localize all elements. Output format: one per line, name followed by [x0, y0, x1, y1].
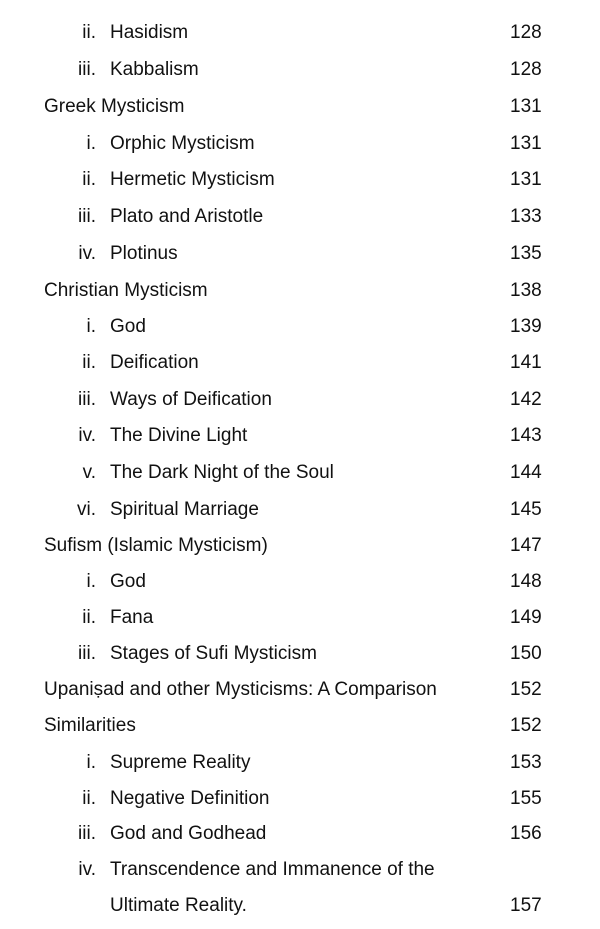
entry-number: iii.	[78, 59, 96, 80]
toc-entry	[0, 165, 600, 195]
entry-title: Fana	[110, 607, 154, 628]
entry-page-number: 133	[510, 206, 542, 227]
entry-title: Negative Definition	[110, 788, 270, 809]
entry-number: vi.	[77, 499, 96, 520]
entry-number: iii.	[78, 206, 96, 227]
section-title: Sufism (Islamic Mysticism)	[44, 535, 268, 556]
entry-title: Ultimate Reality.	[110, 895, 247, 916]
entry-title: Stages of Sufi Mysticism	[110, 643, 317, 664]
entry-title: Spiritual Marriage	[110, 499, 259, 520]
entry-page-number: 128	[510, 59, 542, 80]
entry-title: Transcendence and Immanence of the	[110, 859, 435, 880]
toc-entry	[0, 18, 600, 48]
toc-entry	[0, 385, 600, 415]
entry-page-number: 155	[510, 788, 542, 809]
entry-number: iv.	[78, 859, 96, 880]
section-title: Christian Mysticism	[44, 280, 208, 301]
entry-number: i.	[86, 571, 96, 592]
entry-number: ii.	[82, 788, 96, 809]
toc-entry	[0, 567, 600, 597]
entry-title: God	[110, 571, 146, 592]
entry-number: iv.	[78, 425, 96, 446]
toc-section	[0, 711, 600, 741]
entry-page-number: 131	[510, 169, 542, 190]
entry-page-number: 153	[510, 752, 542, 773]
entry-title: God	[110, 316, 146, 337]
entry-title: Kabbalism	[110, 59, 199, 80]
entry-page-number: 138	[510, 280, 542, 301]
entry-number: ii.	[82, 607, 96, 628]
toc-entry	[0, 55, 600, 85]
entry-number: i.	[86, 316, 96, 337]
entry-page-number: 128	[510, 22, 542, 43]
entry-page-number: 144	[510, 462, 542, 483]
entry-title: Hermetic Mysticism	[110, 169, 275, 190]
entry-page-number: 131	[510, 96, 542, 117]
toc-entry	[0, 312, 600, 342]
toc-entry	[0, 239, 600, 269]
entry-page-number: 142	[510, 389, 542, 410]
toc-entry	[0, 458, 600, 488]
entry-title: Plotinus	[110, 243, 178, 264]
toc-entry	[0, 748, 600, 778]
section-title: Upaniṣad and other Mysticisms: A Comparison	[44, 679, 437, 700]
entry-page-number: 157	[510, 895, 542, 916]
entry-number: iii.	[78, 643, 96, 664]
entry-page-number: 131	[510, 133, 542, 154]
entry-page-number: 147	[510, 535, 542, 556]
toc-entry	[0, 603, 600, 633]
toc-entry	[0, 819, 600, 849]
section-title: Greek Mysticism	[44, 96, 185, 117]
entry-number: v.	[82, 462, 96, 483]
toc-entry	[0, 421, 600, 451]
entry-title: Orphic Mysticism	[110, 133, 255, 154]
entry-title: Deification	[110, 352, 199, 373]
entry-page-number: 148	[510, 571, 542, 592]
toc-section	[0, 531, 600, 561]
entry-page-number: 145	[510, 499, 542, 520]
toc-entry	[0, 495, 600, 525]
entry-number: ii.	[82, 169, 96, 190]
section-title: Similarities	[44, 715, 136, 736]
entry-page-number: 152	[510, 679, 542, 700]
entry-page-number: 152	[510, 715, 542, 736]
entry-number: i.	[86, 752, 96, 773]
entry-number: iii.	[78, 823, 96, 844]
entry-number: ii.	[82, 352, 96, 373]
entry-number: iv.	[78, 243, 96, 264]
entry-page-number: 143	[510, 425, 542, 446]
entry-page-number: 156	[510, 823, 542, 844]
entry-number: iii.	[78, 389, 96, 410]
toc-entry-continuation	[0, 891, 600, 921]
entry-title: Ways of Deification	[110, 389, 272, 410]
entry-page-number: 149	[510, 607, 542, 628]
entry-title: The Divine Light	[110, 425, 248, 446]
entry-page-number: 150	[510, 643, 542, 664]
entry-page-number: 139	[510, 316, 542, 337]
toc-section	[0, 675, 600, 705]
entry-page-number: 135	[510, 243, 542, 264]
entry-page-number: 141	[510, 352, 542, 373]
entry-title: Supreme Reality	[110, 752, 251, 773]
toc-entry	[0, 129, 600, 159]
entry-title: God and Godhead	[110, 823, 267, 844]
entry-number: ii.	[82, 22, 96, 43]
toc-entry	[0, 639, 600, 669]
toc-entry	[0, 784, 600, 814]
entry-number: i.	[86, 133, 96, 154]
toc-entry	[0, 202, 600, 232]
entry-title: Plato and Aristotle	[110, 206, 264, 227]
toc-entry	[0, 348, 600, 378]
toc-entry	[0, 855, 600, 885]
entry-title: Hasidism	[110, 22, 189, 43]
toc-section	[0, 276, 600, 306]
entry-title: The Dark Night of the Soul	[110, 462, 334, 483]
toc-section	[0, 92, 600, 122]
